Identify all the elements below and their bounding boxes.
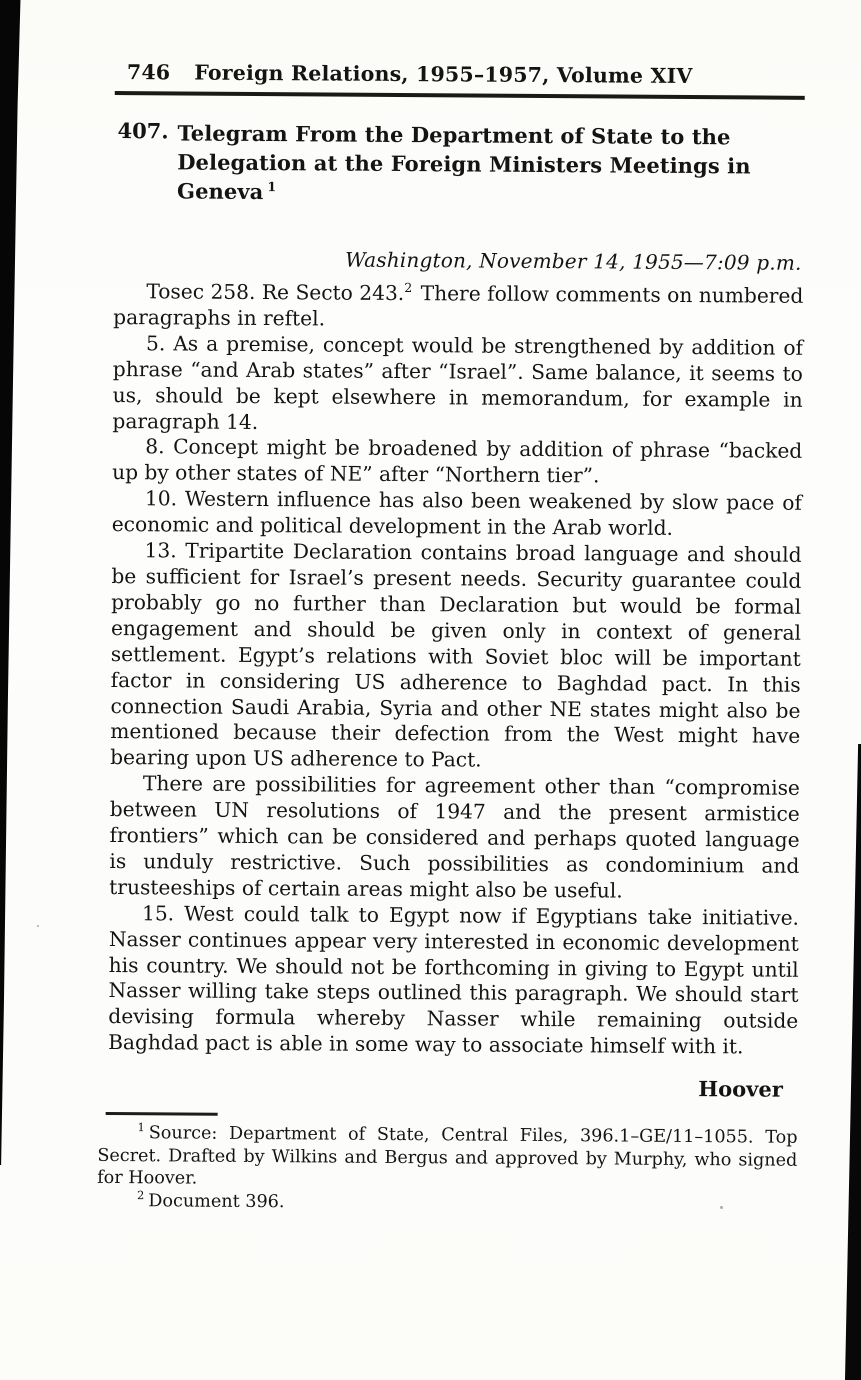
paragraph-unnumbered: There are possibilities for agreement other than “compromise between UN resolutions of 1947 and the present armistice frontiers” which can be considered and perhaps quoted language is unduly restrictive. Such possibilities as condominium and trusteeships of certain areas might also be useful. bbox=[109, 771, 801, 903]
document-title bbox=[177, 118, 802, 209]
footnote-1 bbox=[97, 1122, 797, 1195]
footnote-ref-2-marker: 2 bbox=[404, 280, 413, 296]
document-title-text: Telegram From the Department of State to the Delegation at the Foreign Ministers Meetings in Geneva bbox=[177, 120, 751, 205]
running-head-title: Foreign Relations, 1955–1957, Volume XIV bbox=[194, 60, 693, 89]
paragraph-opening bbox=[113, 279, 803, 336]
paragraph-8: 8. Concept might be broadened by addition of phrase “backed up by other states of NE” after “Northern tier”. bbox=[112, 434, 803, 488]
telegram-body bbox=[108, 279, 803, 1061]
footnote-separator-rule bbox=[106, 1112, 218, 1116]
footnote-2-text: Document 396. bbox=[148, 1191, 285, 1213]
footnote-2 bbox=[97, 1190, 797, 1217]
footnote-1-ref: 1 bbox=[137, 1120, 145, 1135]
document-number: 407. bbox=[117, 118, 169, 144]
paragraph-5: 5. As a premise, concept would be strengthened by addition of phrase “and Arab states” after “Israel”. Same balance, it seems to us, should be kept elsewhere in memorandum, for example in paragraph 14. bbox=[112, 331, 804, 434]
dateline: Washington, November 14, 1955—7:09 p.m. bbox=[345, 247, 802, 275]
opening-text-after: There follow comments on numbered paragraphs in reftel. bbox=[113, 281, 804, 331]
signature: Hoover bbox=[698, 1076, 783, 1102]
scan-edge-right-band bbox=[845, 744, 861, 1380]
footnote-2-ref: 2 bbox=[137, 1188, 145, 1203]
scan-edge-left-band bbox=[0, 0, 22, 1165]
scan-speck bbox=[37, 925, 39, 927]
page-number: 746 bbox=[126, 60, 171, 85]
footnotes-section bbox=[97, 1122, 798, 1217]
paragraph-15: 15. West could talk to Egypt now if Egyptians take initiative. Nasser continues appear very interested in economic development his country. We should not be forthcoming in giving to Egypt until Nasser willing take steps outlined this paragraph. We should start devising formula whereby Nasser while remaining outside Baghdad pact is able in some way to associate himself with it. bbox=[108, 900, 800, 1059]
footnote-ref-1-marker: 1 bbox=[267, 179, 277, 195]
running-head bbox=[115, 60, 805, 100]
footnote-1-text: Source: Department of State, Central Files, 396.1–GE/11–1055. Top Secret. Drafted by Wilkins and Bergus and approved by Murphy, who signed for Hoover. bbox=[97, 1123, 798, 1189]
page-content bbox=[97, 60, 805, 1217]
document-heading bbox=[114, 118, 805, 210]
opening-text-before: Tosec 258. Re Secto 243. bbox=[146, 279, 405, 306]
paragraph-13: 13. Tripartite Declaration contains broad language and should be sufficient for Israel’s present needs. Security guarantee could probably go no further than Declaration but would be formal engagement and should be given only in context of general settlement. Egypt’s relations with Soviet bloc will be important factor in considering US adherence to Baghdad pact. In this connection Saudi Arabia, Syria and other NE states might also be mentioned because their defection from the West might have bearing upon US adherence to Pact. bbox=[110, 538, 802, 772]
paragraph-10: 10. Western influence has also been weakened by slow pace of economic and political development in the Arab world. bbox=[111, 486, 803, 541]
